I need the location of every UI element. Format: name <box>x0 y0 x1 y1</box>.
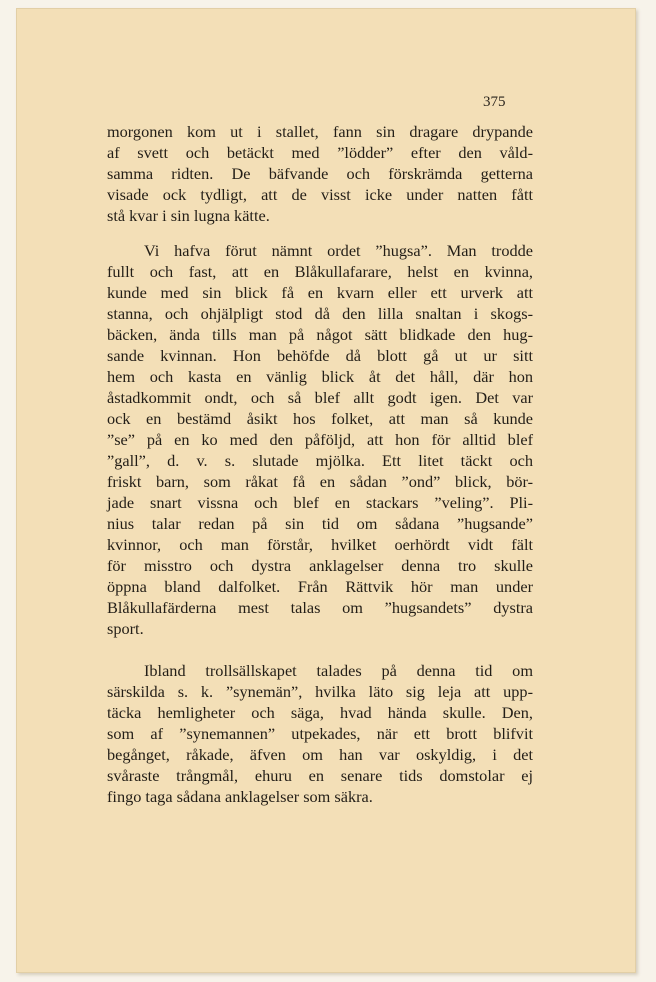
text-line: särskilda s. k. ”synemän”, hvilka läto sig leja att upp- <box>107 682 533 701</box>
text-line: Blåkullafärderna mest talas om ”hugsandets” dystra <box>107 598 533 617</box>
text-line: bäcken, ända tills man på något sätt blidkade den hug- <box>107 325 533 344</box>
text-line: morgonen kom ut i stallet, fann sin dragare drypande <box>107 122 533 141</box>
text-line: Vi hafva förut nämnt ordet ”hugsa”. Man trodde <box>144 241 533 260</box>
text-line: täcka hemligheter och säga, hvad hända skulle. Den, <box>107 703 533 722</box>
text-line: ock en bestämd åsikt hos folket, att man så kunde <box>107 409 533 428</box>
text-line: jade snart vissna och blef en stackars ”veling”. Pli- <box>107 493 533 512</box>
text-line: hem och kasta en vänlig blick åt det håll, där hon <box>107 367 533 386</box>
text-line: stå kvar i sin lugna kätte. <box>107 206 270 225</box>
paragraph-3 <box>107 660 533 807</box>
text-line: åstadkommit ondt, och så blef allt godt igen. Det var <box>107 388 533 407</box>
text-line: kvinnor, och man förstår, hvilket oerhördt vidt fält <box>107 535 533 554</box>
text-line: sande kvinnan. Hon behöfde då blott gå ut ur sitt <box>107 346 533 365</box>
text-line: Ibland trollsällskapet talades på denna tid om <box>144 661 533 680</box>
text-line: fullt och fast, att en Blåkullafarare, helst en kvinna, <box>107 262 533 281</box>
text-line: ”se” på en ko med den påföljd, att hon för alltid blef <box>107 430 533 449</box>
text-line: af svett och betäckt med ”lödder” efter den våld- <box>107 143 533 162</box>
paragraph-2 <box>107 240 533 639</box>
text-line: stanna, och ohjälpligt stod då den lilla snaltan i skogs- <box>107 304 533 323</box>
text-line: sport. <box>107 619 144 638</box>
text-line: visade ock tydligt, att de visst icke under natten fått <box>107 185 533 204</box>
text-line: öppna bland dalfolket. Från Rättvik hör man under <box>107 577 533 596</box>
text-line: ”gall”, d. v. s. slutade mjölka. Ett litet täckt och <box>107 451 533 470</box>
text-line: nius talar redan på sin tid om sådana ”hugsande” <box>107 514 533 533</box>
text-line: begånget, råkade, äfven om han var oskyldig, i det <box>107 745 533 764</box>
text-line: kunde med sin blick få en kvarn eller ett urverk att <box>107 283 533 302</box>
paragraph-1 <box>107 121 533 226</box>
text-line: som af ”synemannen” utpekades, när ett brott blifvit <box>107 724 533 743</box>
page-number: 375 <box>483 94 506 110</box>
text-line: samma ridten. De bäfvande och förskrämda getterna <box>107 164 533 183</box>
text-line: svåraste trångmål, ehuru en senare tids domstolar ej <box>107 766 533 785</box>
text-line: friskt barn, som råkat få en sådan ”ond” blick, bör- <box>107 472 533 491</box>
text-line: för misstro och dystra anklagelser denna tro skulle <box>107 556 533 575</box>
text-line: fingo taga sådana anklagelser som säkra. <box>107 787 373 806</box>
